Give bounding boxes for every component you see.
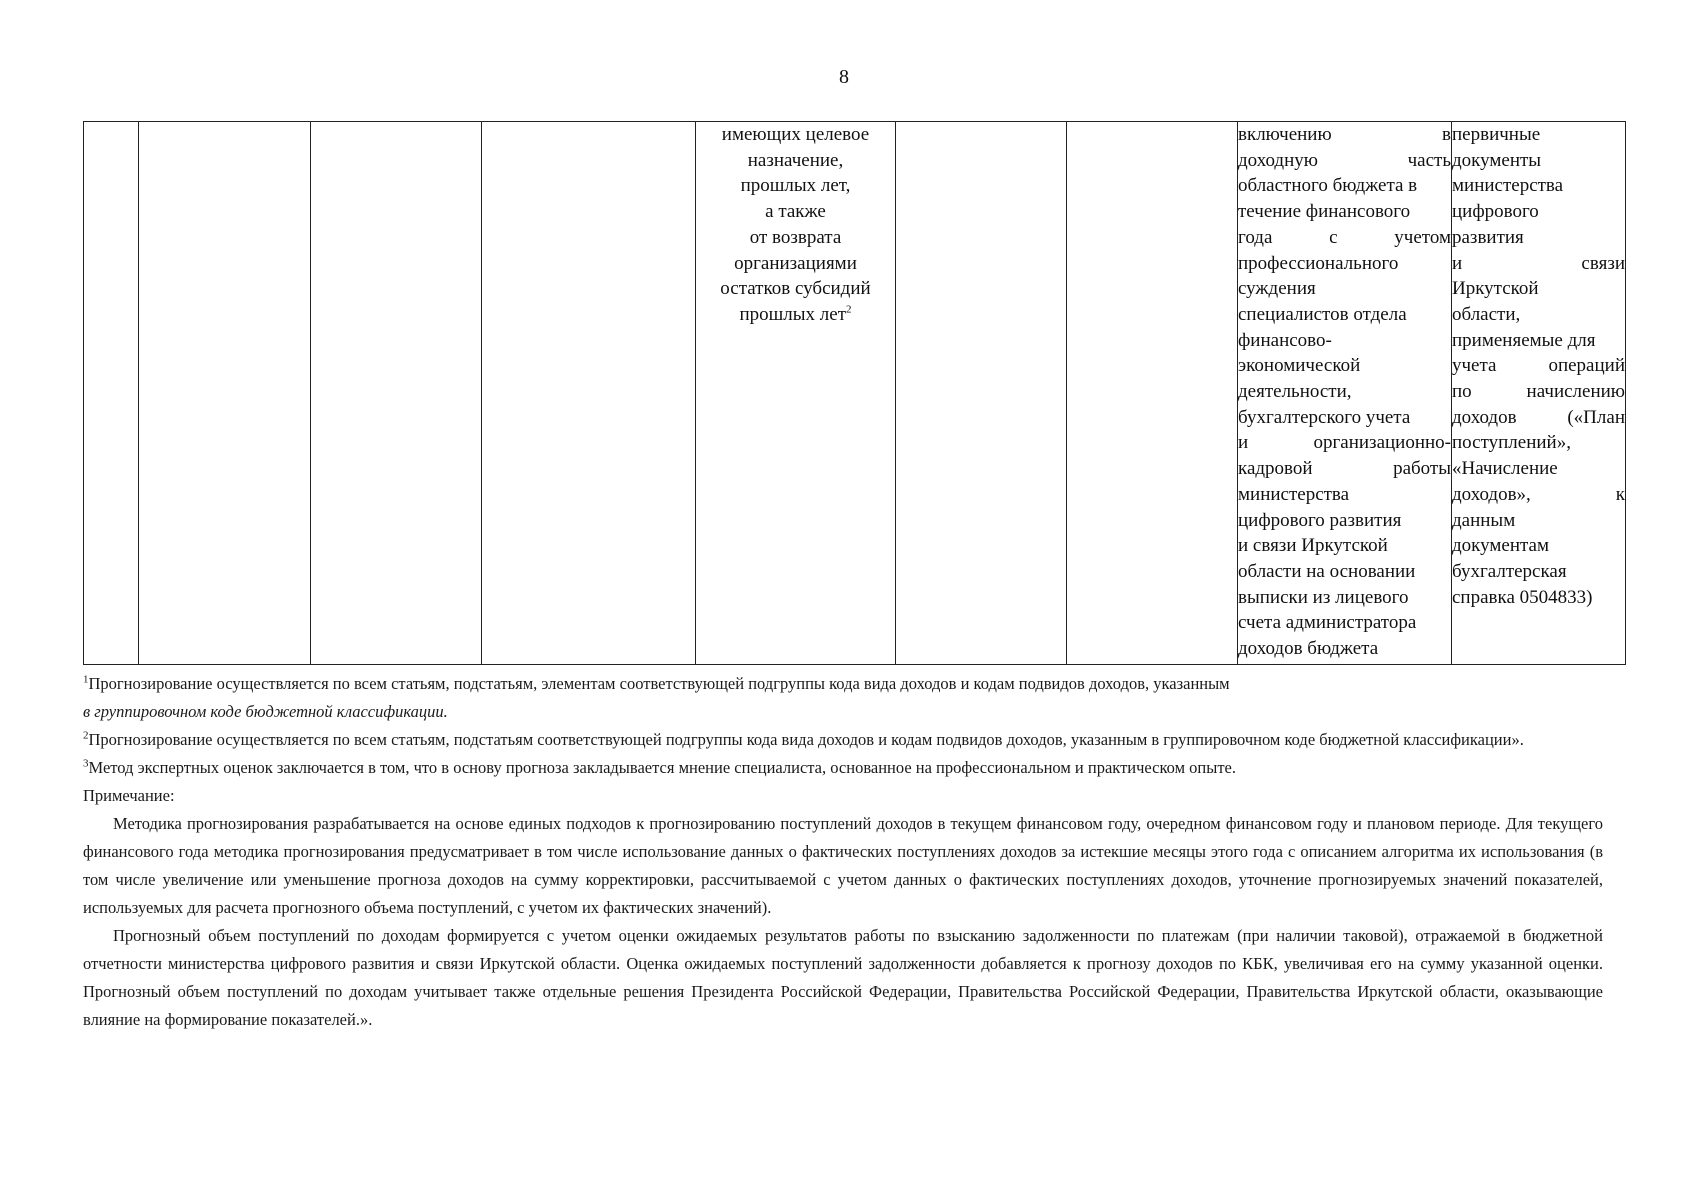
footnote-ref: 2 (846, 303, 852, 316)
cell-word: связи (1581, 252, 1625, 274)
cell-text-line: назначение, (747, 149, 844, 171)
cell-text-line (1452, 251, 1625, 277)
cell-word: организационно- (1313, 432, 1451, 454)
footnote-1-mark: 1 (83, 673, 89, 686)
footnote-1-text: Прогнозирование осуществляется по всем статьям, подстатьям, элементам соответствующей подгруппы кода вида доходов и кодам подвидов доходов, указанным (88, 674, 1230, 693)
cell-text-line: «Начисление (1452, 458, 1558, 480)
cell-text-line: министерства (1452, 175, 1564, 197)
table-cell-4 (482, 122, 696, 665)
cell-text-line: деятельности, (1238, 381, 1352, 403)
footnote-2-mark: 2 (83, 729, 89, 742)
cell-word: учета (1452, 355, 1497, 377)
page-number: 8 (839, 66, 849, 88)
table-cell-income-description (696, 122, 896, 665)
cell-word: («План (1567, 406, 1625, 428)
cell-text-line: цифрового развития (1238, 509, 1402, 531)
cell-word: и (1238, 432, 1249, 454)
cell-text-line (1238, 225, 1451, 251)
cell-text-line: прошлых лет, (740, 175, 851, 197)
cell-text-line: экономической (1238, 355, 1361, 377)
cell-text-line: течение финансового (1238, 201, 1411, 223)
table-cell-6 (896, 122, 1067, 665)
cell-text-line (1238, 456, 1451, 482)
table-cell-1 (84, 122, 139, 665)
table-cell-2 (139, 122, 311, 665)
cell-text-line (1452, 353, 1625, 379)
cell-text-line: остатков субсидий (720, 278, 871, 300)
cell-text-line: Иркутской (1452, 278, 1539, 300)
cell-text-line: прошлых лет$^2$ (739, 303, 852, 325)
cell-word: и (1452, 252, 1463, 274)
cell-text-line: справка 0504833) (1452, 586, 1593, 608)
cell-text-line: организациями (734, 252, 857, 274)
cell-word: работы (1393, 458, 1451, 480)
cell-text-line: суждения (1238, 278, 1316, 300)
cell-text-line: финансово- (1238, 329, 1332, 351)
table-cell-source-documents (1452, 122, 1626, 665)
cell-word: с (1329, 226, 1338, 248)
cell-text-line: документы (1452, 149, 1542, 171)
table-row (84, 122, 1626, 665)
footnote-3 (83, 754, 1603, 782)
cell-word: по (1452, 381, 1472, 403)
cell-text-line: доходов бюджета (1238, 638, 1379, 660)
table-cell-3 (311, 122, 482, 665)
footnotes-block (83, 670, 1603, 1034)
note-paragraph-2: Прогнозный объем поступлений по доходам формируется с учетом оценки ожидаемых результатов работы по взысканию задолженности по платежам (при наличии таковой), отражаемой в бюджетной отчетности министерства цифрового развития и связи Иркутской области. Оценка ожидаемых поступлений задолженности добавляется к прогнозу доходов по КБК, увеличивая его на сумму указанной оценки. Прогнозный объем поступлений по доходам учитывает также отдельные решения Президента Российской Федерации, Правительства Российской Федерации, Правительства Иркутской области, оказывающие влияние на формирование показателей.». (83, 926, 1603, 1029)
cell-text-line: поступлений», (1452, 432, 1571, 454)
cell-text-line: а также (765, 201, 826, 223)
cell-text-line: и связи Иркутской (1238, 535, 1388, 557)
cell-text-line: от возврата (749, 226, 842, 248)
table-cell-forecast-procedure (1238, 122, 1452, 665)
cell-word: операций (1548, 355, 1625, 377)
table-cell-7 (1067, 122, 1238, 665)
cell-text-line: имеющих целевое (721, 124, 870, 145)
cell-word: начислению (1526, 381, 1625, 403)
cell-word: доходов», (1452, 483, 1531, 505)
cell-word: доходную (1238, 149, 1318, 171)
cell-text-line (1452, 482, 1625, 508)
cell-text-line: областного бюджета в (1238, 175, 1418, 197)
cell-text-line (1452, 379, 1625, 405)
cell-text-line: специалистов отдела (1238, 303, 1407, 325)
cell-text-line: профессионального (1238, 252, 1399, 274)
cell-text-line: министерства (1238, 483, 1350, 505)
footnote-1-continuation: в группировочном коде бюджетной классификации. (83, 702, 448, 721)
footnote-2 (83, 726, 1603, 754)
note-heading: Примечание: (83, 786, 175, 805)
note-paragraph-1: Методика прогнозирования разрабатывается на основе единых подходов к прогнозированию поступлений доходов в текущем финансовом году, очередном финансовом году и плановом периоде. Для текущего финансового года методика прогнозирования предусматривает в том числе использование данных о фактических поступлениях доходов за истекшие месяцы этого года с описанием алгоритма их использования (в том числе увеличение или уменьшение прогноза доходов на сумму корректировки, рассчитываемой с учетом данных о фактических поступлениях доходов, уточнение прогнозируемых значений показателей, используемых для расчета прогнозного объема поступлений, с учетом их фактических значений). (83, 814, 1603, 917)
cell-text-line: применяемые для (1452, 329, 1596, 351)
cell-word: к (1615, 483, 1625, 505)
cell-text-line: данным (1452, 509, 1516, 531)
cell-text-line: бухгалтерская (1452, 560, 1567, 582)
cell-word: доходов (1452, 406, 1517, 428)
footnote-1 (83, 670, 1603, 698)
cell-text-line: области, (1452, 303, 1521, 325)
methodology-table (83, 121, 1626, 665)
cell-word: включению (1238, 124, 1332, 145)
cell-text-line (1452, 405, 1625, 431)
cell-word: кадровой (1238, 458, 1313, 480)
cell-word: часть (1407, 149, 1451, 171)
cell-text-line: бухгалтерского учета (1238, 406, 1411, 428)
cell-text-line (1238, 430, 1451, 456)
cell-text-line: области на основании (1238, 560, 1416, 582)
cell-word: года (1238, 226, 1273, 248)
cell-text-line (1238, 122, 1451, 148)
cell-text-line: документам (1452, 535, 1549, 557)
cell-text-line: выписки из лицевого (1238, 586, 1409, 608)
cell-text-line: первичные (1452, 124, 1541, 145)
cell-text-line: цифрового (1452, 201, 1539, 223)
footnote-3-text: Метод экспертных оценок заключается в том, что в основу прогноза закладывается мнение специалиста, основанное на профессиональном и практическом опыте. (88, 758, 1236, 777)
cell-word: в (1442, 124, 1451, 145)
footnote-2-text: Прогнозирование осуществляется по всем статьям, подстатьям соответствующей подгруппы кода вида доходов и кодам подвидов доходов, указанным в группировочном коде бюджетной классификации». (88, 730, 1524, 749)
cell-word: учетом (1394, 226, 1451, 248)
cell-text-line: счета администратора (1238, 612, 1417, 634)
footnote-3-mark: 3 (83, 757, 89, 770)
cell-text-line (1238, 148, 1451, 174)
cell-text-line: развития (1452, 226, 1524, 248)
